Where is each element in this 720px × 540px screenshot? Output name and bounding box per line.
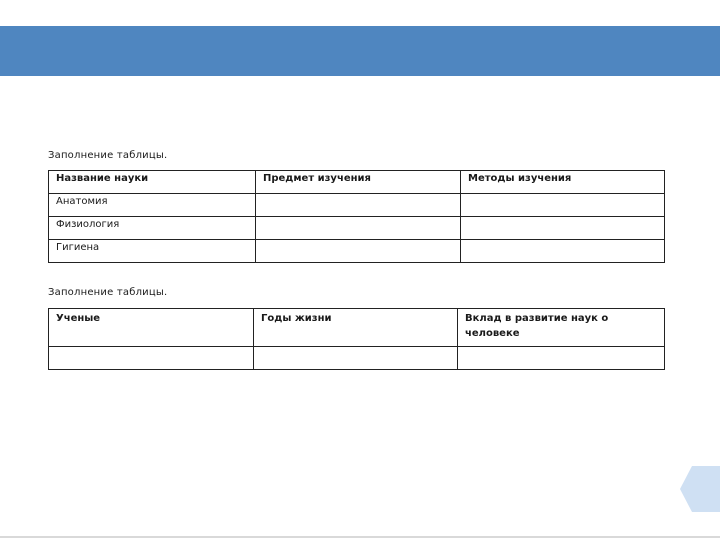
title-banner: [0, 26, 720, 76]
cell-contribution[interactable]: [458, 347, 665, 370]
cell-scientist[interactable]: [49, 347, 254, 370]
table-row: [49, 240, 665, 263]
cell-methods[interactable]: [461, 217, 665, 240]
header-science-name: Название науки: [49, 171, 256, 194]
table-row: [49, 347, 665, 370]
cell-science-name[interactable]: Физиология: [49, 217, 256, 240]
table-row: [49, 217, 665, 240]
table2-caption: Заполнение таблицы.: [48, 287, 168, 298]
header-methods: Методы изучения: [461, 171, 665, 194]
cell-science-name[interactable]: Анатомия: [49, 194, 256, 217]
sciences-table: [48, 170, 665, 263]
cell-subject[interactable]: [256, 194, 461, 217]
table-row: [49, 194, 665, 217]
header-subject: Предмет изучения: [256, 171, 461, 194]
cell-subject[interactable]: [256, 217, 461, 240]
cell-methods[interactable]: [461, 194, 665, 217]
scientists-table: [48, 308, 665, 370]
header-years: Годы жизни: [254, 309, 458, 347]
table-header-row: [49, 171, 665, 194]
table1-caption: Заполнение таблицы.: [48, 150, 168, 161]
table-header-row: [49, 309, 665, 347]
top-strip: [0, 0, 720, 26]
cell-science-name[interactable]: Гигиена: [49, 240, 256, 263]
header-scientists: Ученые: [49, 309, 254, 347]
header-contribution: Вклад в развитие наук о человеке: [458, 309, 665, 347]
cell-subject[interactable]: [256, 240, 461, 263]
bottom-divider: [0, 536, 720, 538]
cell-years[interactable]: [254, 347, 458, 370]
cell-methods[interactable]: [461, 240, 665, 263]
next-slide-arrow-icon[interactable]: [680, 466, 720, 512]
